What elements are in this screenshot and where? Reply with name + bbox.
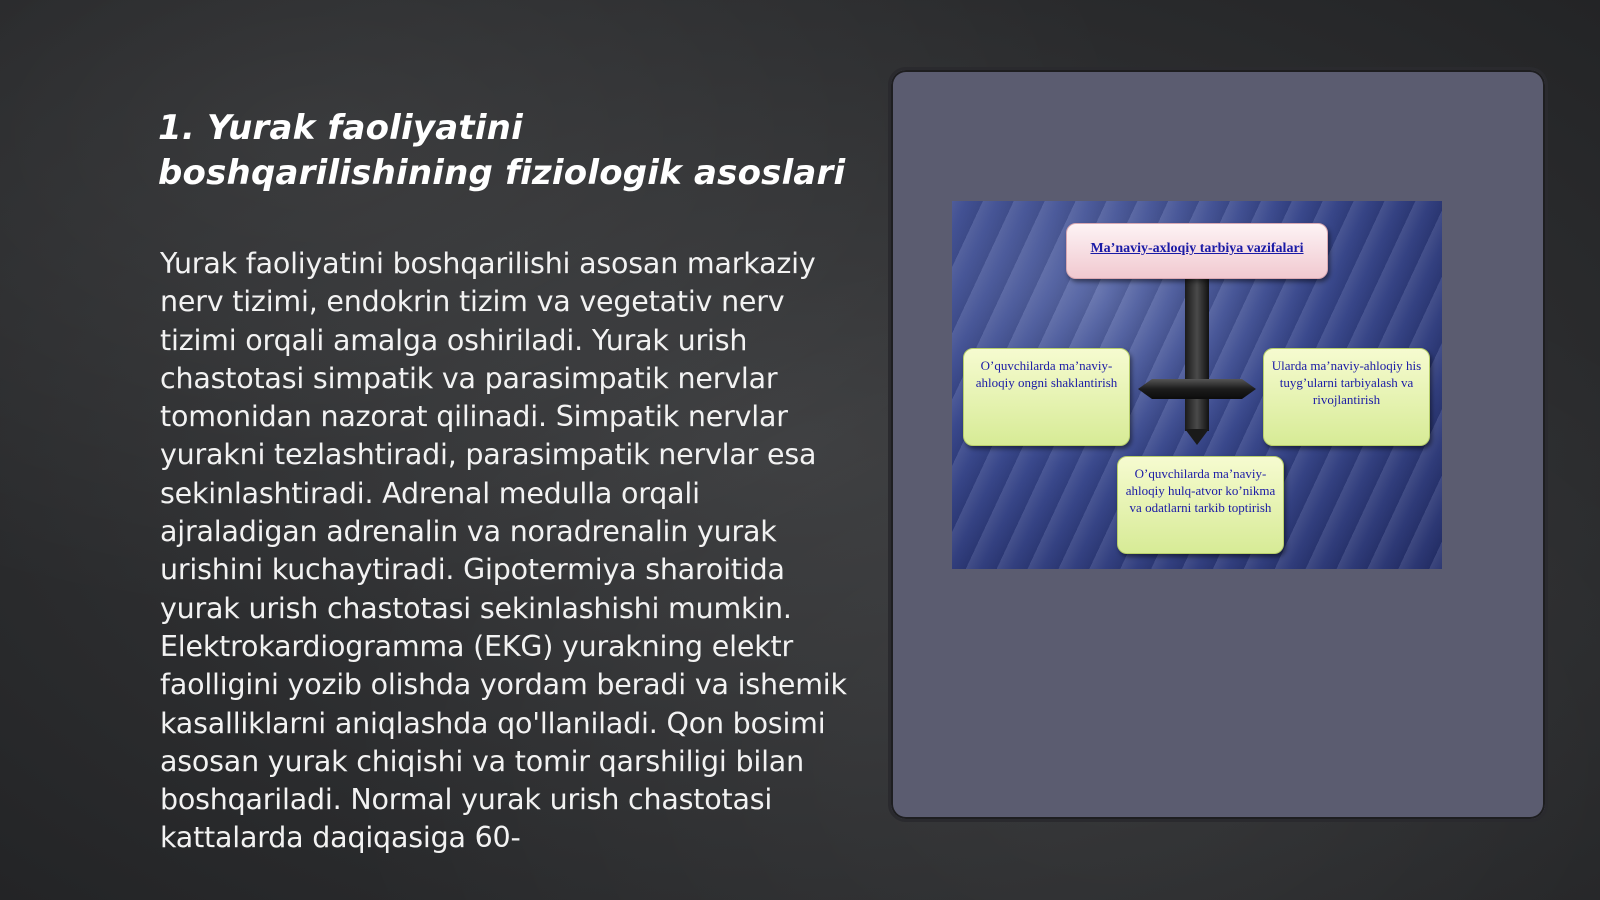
connector-stem [1185, 279, 1209, 431]
slide-body-text: Yurak faoliyatini boshqarilishi asosan markaziy nerv tizimi, endokrin tizim va vegetativ nerv tizimi orqali amalga oshiriladi. Yurak urish chastotasi simpatik va parasimpatik nervlar tomonidan nazorat qilinadi. Simpatik nervlar yurakni tezlashtiradi, parasimpatik nervlar esa sekinlashtiradi. Adrenal medulla orqali ajraladigan adrenalin va noradrenalin yurak urishini kuchaytiradi. Gipotermiya sharoitida yurak urish chastotasi sekinlashishi mumkin. Elektrokardiogramma (EKG) yurakning elektr faolligini yozib olishda yordam beradi va ishemik kasalliklarni aniqlashda qo'llaniladi. Qon bosimi asosan yurak chiqishi va tomir qarshiligi bilan boshqariladi. Normal yurak urish chastotasi kattalarda daqiqasiga 60- [160, 247, 847, 855]
connector-arrow-down [1185, 429, 1209, 445]
diagram-bottom-box: O’quvchilarda ma’naviy-ahloqiy hulq-atvor ko’nikma va odatlarni tarkib toptirish [1117, 456, 1284, 554]
diagram-top-box: Ma’naviy-axloqiy tarbiya vazifalari [1066, 223, 1328, 279]
slide-title: 1. Yurak faoliyatini boshqarilishining fiziologik asoslari [158, 108, 846, 193]
diagram-image[interactable] [952, 201, 1442, 569]
diagram-left-box: O’quvchilarda ma’naviy-ahloqiy ongni shaklantirish [963, 348, 1130, 446]
image-card[interactable] [888, 67, 1548, 822]
diagram-right-box: Ularda ma’naviy-ahloqiy his tuyg’ularni tarbiyalash va rivojlantirish [1263, 348, 1430, 446]
connector-crossbar [1138, 379, 1256, 399]
